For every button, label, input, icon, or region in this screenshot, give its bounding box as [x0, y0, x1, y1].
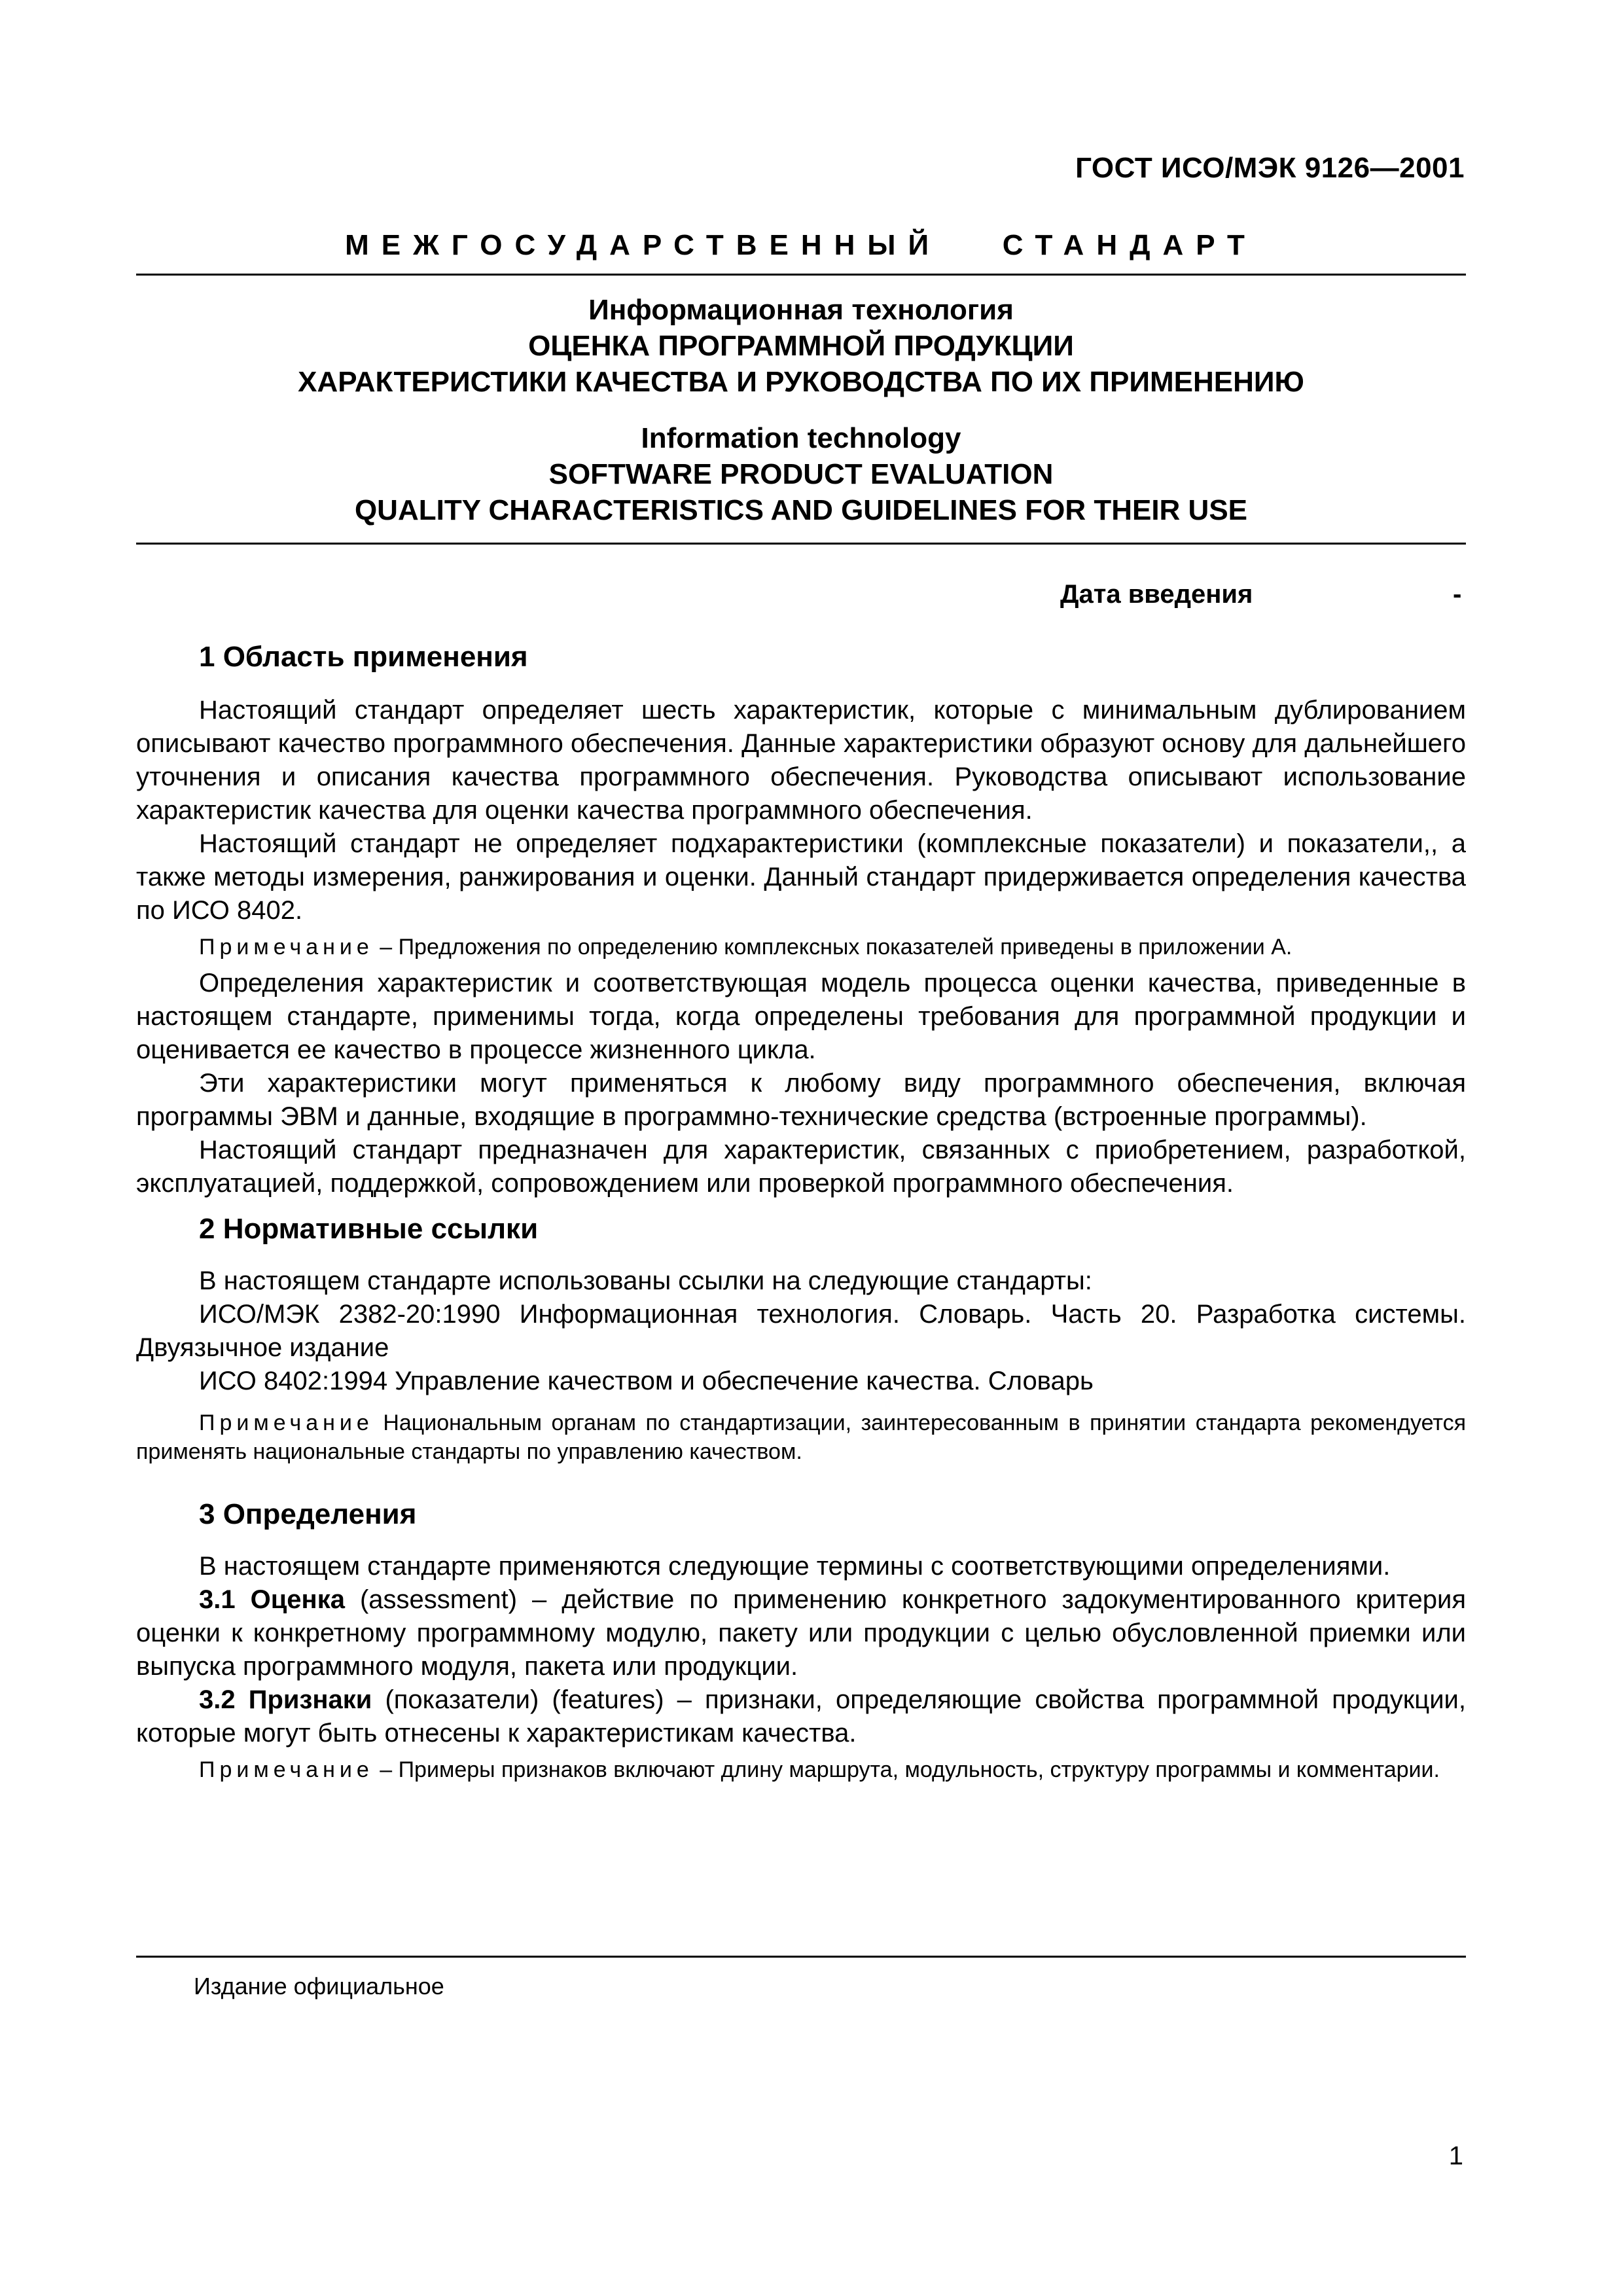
- definition-term: 3.2 Признаки: [199, 1685, 372, 1714]
- section-3-heading: [136, 1498, 1466, 1532]
- footer-rule: [136, 1956, 1466, 1958]
- paragraph: Настоящий стандарт определяет шесть характеристик, которые с минимальным дублированием описывают качество программного обеспечения. Данные характеристики образуют основу для дальнейшего уточнения и описания качества программного обеспечения. Руководства описывают использование характеристик качества для оценки качества программного обеспечения.: [136, 696, 1466, 825]
- paragraph: В настоящем стандарте использованы ссылки на следующие стандарты:: [199, 1266, 1092, 1295]
- paragraph: Определения характеристик и соответствующая модель процесса оценки качества, приведенные в настоящем стандарте, применимы тогда, когда определены требования для программной продукции и оценивается ее качество в процессе жизненного цикла.: [136, 969, 1466, 1064]
- section-heading: 2 Нормативные ссылки: [199, 1213, 539, 1245]
- intro-date-label: Дата введения: [1060, 580, 1253, 609]
- note-text: Национальным органам по стандартизации, заинтересованным в принятии стандарта рекомендуется применять национальные стандарты по управлению качеством.: [136, 1410, 1466, 1464]
- section-heading: 1 Область применения: [199, 641, 528, 673]
- title-rule: [136, 543, 1466, 545]
- title-ru-line: ОЦЕНКА ПРОГРАММНОЙ ПРОДУКЦИИ: [528, 330, 1074, 362]
- section-1-heading: [136, 640, 1466, 674]
- note: [136, 1755, 1466, 1784]
- paragraph: Эти характеристики могут применяться к любому виду программного обеспечения, включая программы ЭВМ и данные, входящие в программно-технические средства (встроенные программы).: [136, 1069, 1466, 1131]
- paragraph: В настоящем стандарте применяются следующие термины с соответствующими определениями.: [199, 1552, 1391, 1581]
- note: [136, 1408, 1466, 1466]
- section-heading: 3 Определения: [199, 1498, 417, 1530]
- intro-date-value: -: [1453, 580, 1462, 609]
- note-label: Примечание: [199, 935, 374, 960]
- section-3-body: [136, 1550, 1466, 1784]
- definition: [136, 1683, 1466, 1750]
- section-2-body: [136, 1265, 1466, 1466]
- title-english: [136, 420, 1466, 528]
- reference: ИСО/МЭК 2382-20:1990 Информационная технология. Словарь. Часть 20. Разработка системы. Двуязычное издание: [136, 1300, 1466, 1362]
- title-en-line: Information technology: [641, 422, 961, 454]
- standard-kind: МЕЖГОСУДАРСТВЕННЫЙ СТАНДАРТ: [345, 229, 1257, 261]
- definition-term: 3.1 Оценка: [199, 1585, 345, 1614]
- definition-text: (показатели) (features) – признаки, определяющие свойства программной продукции, которые могут быть отнесены к характеристикам качества.: [136, 1685, 1466, 1748]
- title-en-line: QUALITY CHARACTERISTICS AND GUIDELINES FOR THEIR USE: [354, 494, 1248, 526]
- paragraph: Настоящий стандарт предназначен для характеристик, связанных с приобретением, разработкой, эксплуатацией, поддержкой, сопровождением или проверкой программного обеспечения.: [136, 1136, 1466, 1198]
- paragraph: Настоящий стандарт не определяет подхарактеристики (комплексные показатели) и показатели,, а также методы измерения, ранжирования и оценки. Данный стандарт придерживается определения качества по ИСО 8402.: [136, 829, 1466, 925]
- definition: [136, 1583, 1466, 1683]
- note-text: – Предложения по определению комплексных показателей приведены в приложении А.: [373, 935, 1293, 960]
- title-ru-line: ХАРАКТЕРИСТИКИ КАЧЕСТВА И РУКОВОДСТВА ПО ИХ ПРИМЕНЕНИЮ: [298, 366, 1304, 398]
- header-rule: [136, 274, 1466, 276]
- standard-code: ГОСТ ИСО/МЭК 9126—2001: [1075, 152, 1465, 184]
- note: [136, 933, 1466, 961]
- reference: ИСО 8402:1994 Управление качеством и обеспечение качества. Словарь: [199, 1367, 1094, 1395]
- title-en-line: SOFTWARE PRODUCT EVALUATION: [548, 458, 1054, 490]
- title-russian: [136, 292, 1466, 400]
- note-text: – Примеры признаков включают длину маршрута, модульность, структуру программы и комментарии.: [373, 1757, 1440, 1782]
- note-label: Примечание: [199, 1410, 374, 1435]
- title-ru-line: Информационная технология: [588, 294, 1014, 326]
- definition-text: (assessment) – действие по применению конкретного задокументированного критерия оценки к конкретному программному модулю, пакету или продукции с целью обусловленной приемки или выпуска программного модуля, пакета или продукции.: [136, 1585, 1466, 1681]
- section-2-heading: [136, 1212, 1466, 1246]
- page-number: 1: [1448, 2142, 1463, 2170]
- official-edition: Издание официальное: [194, 1973, 444, 2000]
- section-1-body: [136, 694, 1466, 1200]
- note-label: Примечание: [199, 1757, 374, 1782]
